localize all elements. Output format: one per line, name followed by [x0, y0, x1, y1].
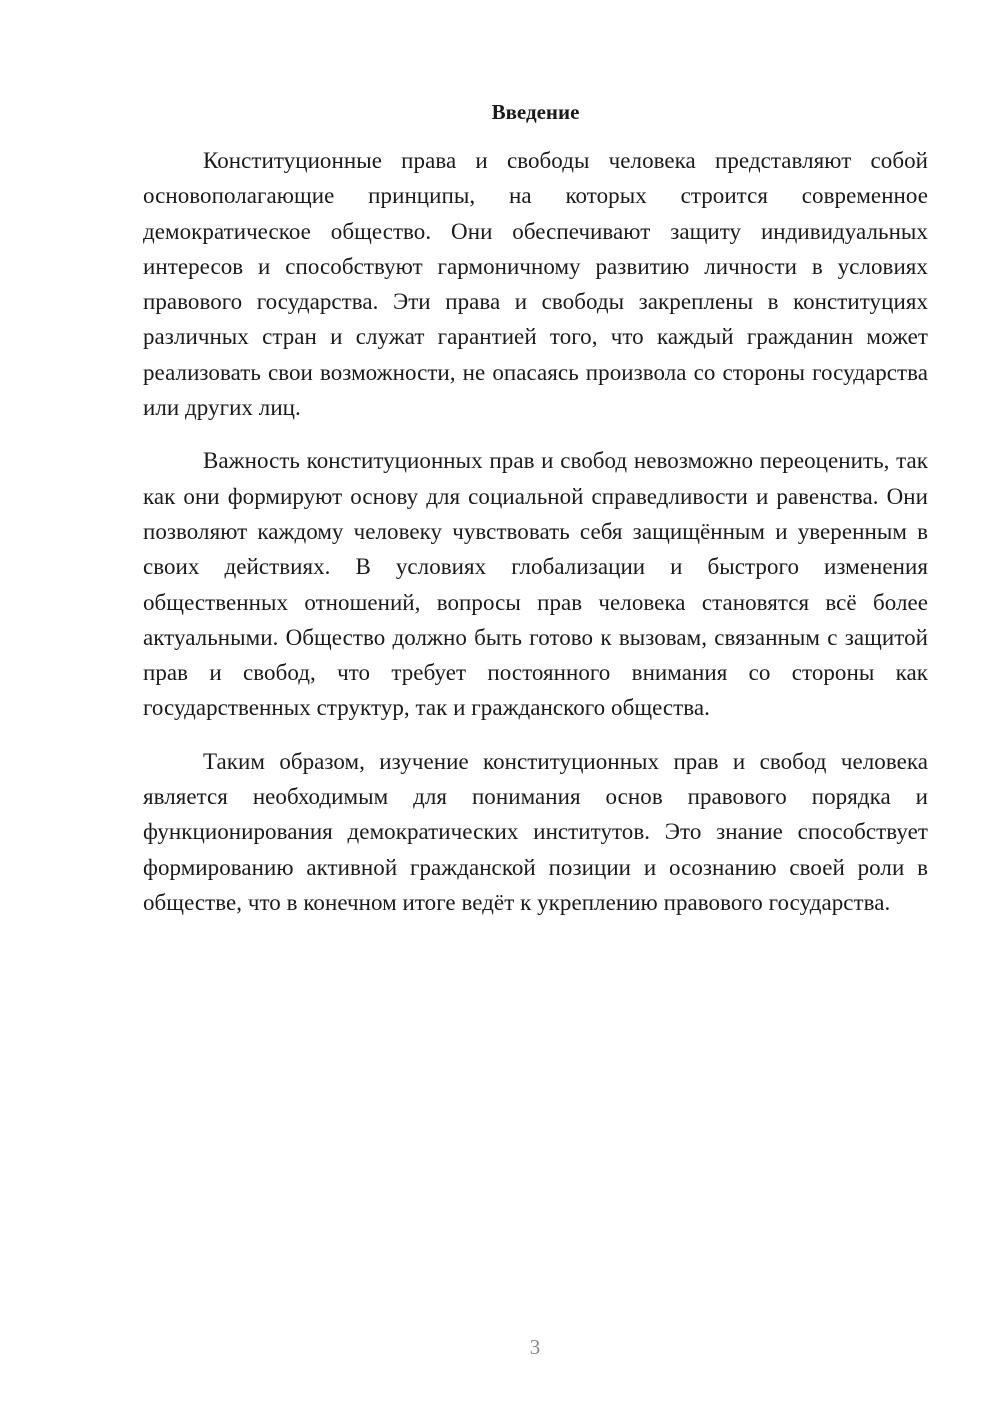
paragraph-2: Важность конституционных прав и свобод невозможно переоценить, так как они формируют основу для социальной справедливости и равенства. Они позволяют каждому человеку чувствовать себя защищённым и уверенным в своих действиях. В условиях глобализации и быстрого изменения общественных отношений, вопросы прав человека становятся всё более актуальными. Общество должно быть готово к вызовам, связанным с защитой прав и свобод, что требует постоянного внимания со стороны как государственных структур, так и гражданского общества. [143, 448, 928, 721]
paragraph-1: Конституционные права и свободы человека представляют собой основополагающие принципы, на которых строится современное демократическое общество. Они обеспечивают защиту индивидуальных интересов и способствуют гармоничному развитию личности в условиях правового государства. Эти права и свободы закреплены в конституциях различных стран и служат гарантией того, что каждый гражданин может реализовать свои возможности, не опасаясь произвола со стороны государства или других лиц. [143, 148, 928, 421]
section-title: Введение [491, 100, 580, 124]
page-number: 3 [529, 1335, 541, 1359]
body-text [143, 143, 928, 938]
paragraph-3: Таким образом, изучение конституционных прав и свобод человека является необходимым для понимания основ правового порядка и функционирования демократических институтов. Это знание способствует формированию активной гражданской позиции и осознанию своей роли в обществе, что в конечном итоге ведёт к укреплению правового государства. [143, 748, 928, 915]
